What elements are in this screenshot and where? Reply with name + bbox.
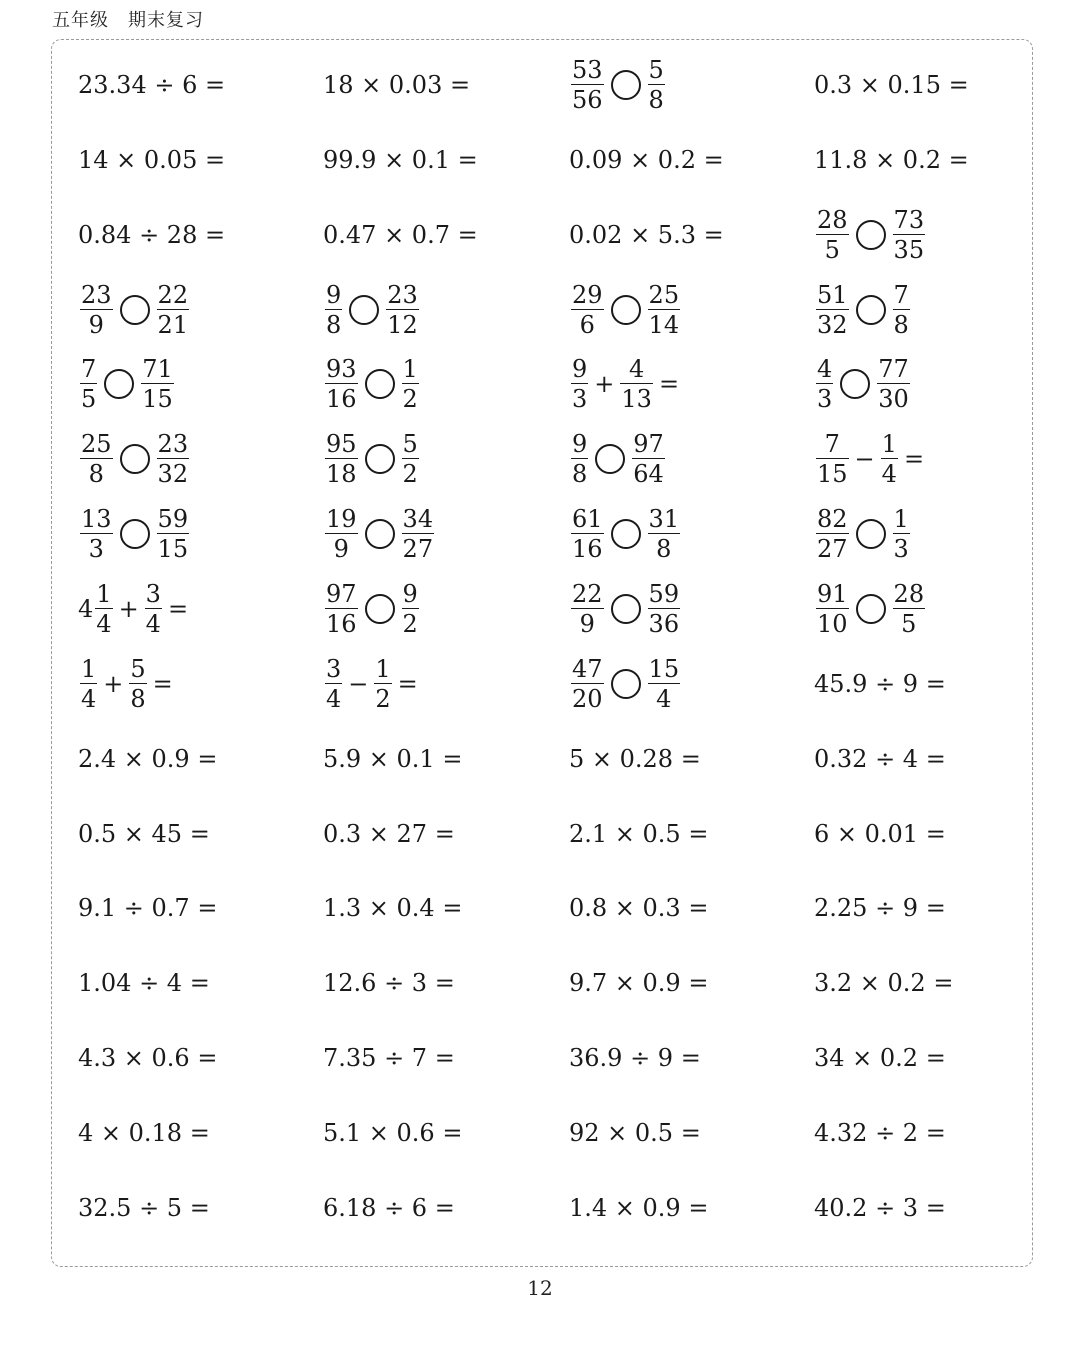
problem-cell xyxy=(569,198,724,272)
problem-expression: 12.6 ÷ 3 = xyxy=(323,969,455,998)
numerator: 23 xyxy=(387,280,418,309)
comparison-circle xyxy=(856,220,886,250)
fraction xyxy=(571,355,588,414)
denominator: 35 xyxy=(893,235,925,264)
fraction xyxy=(325,280,342,339)
denominator: 30 xyxy=(878,385,909,414)
fraction xyxy=(402,430,419,489)
fraction xyxy=(571,430,588,489)
problem-cell xyxy=(569,123,724,197)
numerator: 1 xyxy=(881,430,897,459)
problem-cell xyxy=(78,572,192,646)
denominator: 4 xyxy=(145,609,161,638)
denominator: 8 xyxy=(893,310,909,339)
problem-cell xyxy=(78,273,191,347)
problem-cell xyxy=(323,1096,462,1170)
problem-cell xyxy=(78,722,217,796)
fraction xyxy=(80,280,113,339)
denominator: 2 xyxy=(402,385,418,414)
comparison-circle xyxy=(856,594,886,624)
problem-cell xyxy=(323,422,421,496)
denominator: 5 xyxy=(901,609,917,638)
problem-cell xyxy=(814,273,912,347)
problem-expression: 18 × 0.03 = xyxy=(323,71,471,99)
fraction xyxy=(877,355,910,414)
fraction xyxy=(571,505,604,564)
numerator: 22 xyxy=(157,280,189,309)
problem-cell xyxy=(323,123,478,197)
fraction xyxy=(157,505,190,564)
fraction xyxy=(141,355,174,414)
problem-cell xyxy=(78,198,225,272)
fraction xyxy=(893,205,926,264)
problem-expression: 11.8 × 0.2 = xyxy=(814,145,969,174)
problem-cell xyxy=(814,123,969,197)
problem-expression: 9.7 × 0.9 = xyxy=(569,969,709,998)
problem-cell xyxy=(814,422,928,496)
problem-cell xyxy=(569,572,682,646)
operator: − xyxy=(348,669,369,698)
numerator: 13 xyxy=(81,505,112,534)
problem-expression: 32.5 ÷ 5 = xyxy=(78,1193,210,1222)
numerator: 9 xyxy=(402,579,418,608)
fraction xyxy=(325,430,358,489)
comparison-circle xyxy=(120,519,150,549)
numerator: 97 xyxy=(326,579,357,608)
problem-cell xyxy=(814,1096,946,1170)
fraction xyxy=(648,579,681,638)
numerator: 47 xyxy=(572,654,603,683)
numerator: 23 xyxy=(81,280,112,309)
comparison-circle xyxy=(611,594,641,624)
problem-cell xyxy=(78,422,191,496)
fraction xyxy=(402,579,419,638)
numerator: 51 xyxy=(817,280,848,309)
denominator: 8 xyxy=(648,86,664,114)
numerator: 71 xyxy=(142,355,173,384)
fraction xyxy=(325,654,342,713)
equals-sign: = xyxy=(152,669,173,698)
denominator: 8 xyxy=(572,460,588,489)
whole-number: 4 xyxy=(78,594,94,623)
numerator: 61 xyxy=(572,505,603,534)
operator: + xyxy=(118,594,139,623)
problem-expression: 0.32 ÷ 4 = xyxy=(814,744,946,773)
numerator: 29 xyxy=(572,280,603,309)
comparison-circle xyxy=(365,369,395,399)
denominator: 16 xyxy=(326,385,357,414)
numerator: 25 xyxy=(648,280,680,309)
problem-expression: 6 × 0.01 = xyxy=(814,819,946,848)
problem-cell xyxy=(814,497,912,571)
fraction xyxy=(80,355,97,414)
numerator: 9 xyxy=(572,430,588,459)
fraction xyxy=(571,654,604,713)
problem-cell xyxy=(814,797,946,871)
equals-sign: = xyxy=(167,594,189,623)
problem-expression: 1.3 × 0.4 = xyxy=(323,894,463,923)
denominator: 3 xyxy=(817,385,833,414)
operator: − xyxy=(854,445,875,474)
fraction xyxy=(325,579,358,638)
fraction xyxy=(620,355,653,414)
problem-cell xyxy=(78,647,177,721)
numerator: 5 xyxy=(648,56,664,84)
fraction xyxy=(648,58,665,112)
problem-cell xyxy=(569,48,667,122)
problem-cell xyxy=(814,871,946,945)
problem-cell xyxy=(569,497,682,571)
problem-cell xyxy=(814,946,953,1020)
problem-cell xyxy=(323,48,470,122)
comparison-circle xyxy=(611,519,641,549)
denominator: 3 xyxy=(572,385,588,414)
comparison-circle xyxy=(595,444,625,474)
numerator: 9 xyxy=(572,355,588,384)
fraction xyxy=(145,579,162,638)
fraction xyxy=(816,280,849,339)
equals-sign: = xyxy=(658,370,680,399)
fraction xyxy=(648,654,681,713)
fraction xyxy=(386,280,419,339)
numerator: 4 xyxy=(817,355,833,384)
comparison-circle xyxy=(611,295,641,325)
fraction xyxy=(325,505,358,564)
comparison-circle xyxy=(365,444,395,474)
operator: + xyxy=(103,669,124,698)
problem-cell xyxy=(814,198,927,272)
problem-expression: 2.25 ÷ 9 = xyxy=(814,894,946,923)
problem-cell xyxy=(323,722,462,796)
denominator: 27 xyxy=(402,535,434,564)
denominator: 14 xyxy=(648,310,680,339)
numerator: 73 xyxy=(893,205,925,234)
problem-cell xyxy=(814,572,927,646)
denominator: 2 xyxy=(375,684,391,713)
problem-cell xyxy=(569,1096,701,1170)
numerator: 1 xyxy=(81,654,97,683)
numerator: 28 xyxy=(893,579,925,608)
denominator: 9 xyxy=(88,310,104,339)
denominator: 3 xyxy=(893,535,909,564)
equals-sign: = xyxy=(903,445,925,474)
problem-cell xyxy=(569,1021,701,1095)
comparison-circle xyxy=(349,295,379,325)
comparison-circle xyxy=(104,369,134,399)
comparison-circle xyxy=(611,70,641,100)
problem-cell xyxy=(569,871,708,945)
problem-expression: 2.1 × 0.5 = xyxy=(569,819,709,848)
problem-cell xyxy=(569,647,682,721)
denominator: 16 xyxy=(326,609,357,638)
problem-cell xyxy=(323,497,436,571)
problem-cell xyxy=(323,1021,455,1095)
problem-cell xyxy=(323,347,421,421)
fraction xyxy=(632,430,665,489)
numerator: 25 xyxy=(81,430,112,459)
fraction xyxy=(325,355,358,414)
problem-cell xyxy=(814,1171,946,1245)
numerator: 5 xyxy=(402,430,418,459)
problem-cell xyxy=(569,1171,708,1245)
problem-expression: 34 × 0.2 = xyxy=(814,1044,946,1073)
fraction xyxy=(402,355,419,414)
problem-cell xyxy=(78,871,217,945)
denominator: 4 xyxy=(96,609,112,638)
denominator: 16 xyxy=(572,535,603,564)
denominator: 15 xyxy=(157,535,189,564)
problem-cell xyxy=(323,647,422,721)
denominator: 2 xyxy=(402,460,418,489)
denominator: 9 xyxy=(333,535,349,564)
denominator: 4 xyxy=(81,684,97,713)
fraction xyxy=(95,579,112,638)
fraction xyxy=(571,280,604,339)
fraction xyxy=(571,579,604,638)
numerator: 4 xyxy=(629,355,645,384)
problem-cell xyxy=(323,198,478,272)
numerator: 31 xyxy=(648,505,680,534)
numerator: 28 xyxy=(817,205,848,234)
problem-expression: 2.4 × 0.9 = xyxy=(78,744,218,773)
denominator: 4 xyxy=(656,684,672,713)
fraction xyxy=(80,430,113,489)
numerator: 1 xyxy=(96,579,112,608)
problem-expression: 40.2 ÷ 3 = xyxy=(814,1193,946,1222)
fraction xyxy=(571,58,604,112)
numerator: 97 xyxy=(633,430,664,459)
problem-cell xyxy=(323,1171,455,1245)
page-number: 12 xyxy=(527,1276,553,1300)
problem-cell xyxy=(814,722,946,796)
numerator: 1 xyxy=(402,355,418,384)
problem-cell xyxy=(569,946,708,1020)
problem-expression: 0.5 × 45 = xyxy=(78,819,210,848)
numerator: 95 xyxy=(326,430,357,459)
denominator: 20 xyxy=(572,684,603,713)
problem-expression: 6.18 ÷ 6 = xyxy=(323,1193,455,1222)
fraction xyxy=(80,505,113,564)
problem-expression: 3.2 × 0.2 = xyxy=(814,969,954,998)
problem-expression: 5 × 0.28 = xyxy=(569,744,701,773)
numerator: 53 xyxy=(572,56,603,84)
problem-expression: 1.4 × 0.9 = xyxy=(569,1193,709,1222)
denominator: 9 xyxy=(579,609,595,638)
denominator: 2 xyxy=(402,609,418,638)
numerator: 15 xyxy=(648,654,680,683)
denominator: 3 xyxy=(88,535,104,564)
problem-cell xyxy=(569,347,683,421)
problem-expression: 5.1 × 0.6 = xyxy=(323,1118,463,1147)
problem-expression: 0.84 ÷ 28 = xyxy=(78,220,226,249)
fraction xyxy=(157,430,190,489)
problem-expression: 36.9 ÷ 9 = xyxy=(569,1044,701,1073)
denominator: 32 xyxy=(157,460,189,489)
fraction xyxy=(893,579,926,638)
denominator: 5 xyxy=(81,385,97,414)
numerator: 5 xyxy=(130,654,146,683)
problem-expression: 0.8 × 0.3 = xyxy=(569,894,709,923)
denominator: 56 xyxy=(572,86,603,114)
fraction xyxy=(402,505,435,564)
fraction xyxy=(816,355,833,414)
numerator: 59 xyxy=(157,505,189,534)
comparison-circle xyxy=(365,519,395,549)
numerator: 77 xyxy=(878,355,909,384)
problem-expression: 0.3 × 0.15 = xyxy=(814,71,969,99)
numerator: 3 xyxy=(326,654,342,683)
problem-expression: 92 × 0.5 = xyxy=(569,1118,701,1147)
operator: + xyxy=(594,370,615,399)
problem-expression: 45.9 ÷ 9 = xyxy=(814,669,946,698)
fraction xyxy=(80,654,97,713)
numerator: 7 xyxy=(893,280,909,309)
problem-cell xyxy=(814,647,946,721)
problem-cell xyxy=(78,797,210,871)
problem-expression: 4.32 ÷ 2 = xyxy=(814,1118,946,1147)
comparison-circle xyxy=(365,594,395,624)
problem-cell xyxy=(78,347,176,421)
comparison-circle xyxy=(611,669,641,699)
fraction xyxy=(893,280,910,339)
problem-cell xyxy=(78,1171,210,1245)
problem-expression: 14 × 0.05 = xyxy=(78,145,226,174)
problem-expression: 7.35 ÷ 7 = xyxy=(323,1044,455,1073)
denominator: 36 xyxy=(648,609,680,638)
problem-cell xyxy=(78,946,210,1020)
numerator: 9 xyxy=(326,280,342,309)
denominator: 6 xyxy=(579,310,595,339)
numerator: 91 xyxy=(817,579,848,608)
fraction xyxy=(374,654,391,713)
fraction xyxy=(648,280,681,339)
problem-cell xyxy=(814,48,969,122)
denominator: 13 xyxy=(621,385,652,414)
problem-expression: 0.02 × 5.3 = xyxy=(569,220,724,249)
denominator: 15 xyxy=(142,385,173,414)
problem-cell xyxy=(814,347,912,421)
numerator: 82 xyxy=(817,505,848,534)
denominator: 8 xyxy=(656,535,672,564)
problem-expression: 0.47 × 0.7 = xyxy=(323,220,478,249)
problem-cell xyxy=(569,722,701,796)
denominator: 64 xyxy=(633,460,664,489)
equals-sign: = xyxy=(397,669,418,698)
denominator: 8 xyxy=(326,310,342,339)
denominator: 32 xyxy=(817,310,848,339)
denominator: 18 xyxy=(326,460,357,489)
problem-expression: 5.9 × 0.1 = xyxy=(323,744,463,773)
numerator: 34 xyxy=(402,505,434,534)
fraction xyxy=(816,205,849,264)
problem-expression: 0.09 × 0.2 = xyxy=(569,145,724,174)
problem-cell xyxy=(569,797,708,871)
problem-expression: 0.3 × 27 = xyxy=(323,819,455,848)
worksheet-header: 五年级 期末复习 xyxy=(52,10,204,31)
fraction xyxy=(816,579,849,638)
denominator: 4 xyxy=(326,684,342,713)
numerator: 22 xyxy=(572,579,603,608)
fraction xyxy=(816,430,849,489)
fraction xyxy=(129,654,146,713)
numerator: 23 xyxy=(157,430,189,459)
problem-expression: 1.04 ÷ 4 = xyxy=(78,969,210,998)
numerator: 1 xyxy=(375,654,391,683)
problem-cell xyxy=(78,1021,217,1095)
denominator: 12 xyxy=(387,310,418,339)
denominator: 27 xyxy=(817,535,848,564)
denominator: 4 xyxy=(881,460,897,489)
problem-expression: 4.3 × 0.6 = xyxy=(78,1044,218,1073)
problem-cell xyxy=(814,1021,946,1095)
numerator: 93 xyxy=(326,355,357,384)
problem-cell xyxy=(78,1096,210,1170)
numerator: 7 xyxy=(81,355,97,384)
problem-cell xyxy=(323,797,455,871)
problem-cell xyxy=(78,123,225,197)
problem-cell xyxy=(78,497,191,571)
problem-cell xyxy=(569,422,667,496)
denominator: 15 xyxy=(817,460,848,489)
comparison-circle xyxy=(840,369,870,399)
fraction xyxy=(881,430,898,489)
numerator: 1 xyxy=(893,505,909,534)
problem-expression: 9.1 ÷ 0.7 = xyxy=(78,894,218,923)
comparison-circle xyxy=(120,444,150,474)
denominator: 8 xyxy=(88,460,104,489)
problem-expression: 23.34 ÷ 6 = xyxy=(78,71,226,99)
numerator: 19 xyxy=(326,505,357,534)
numerator: 7 xyxy=(824,430,840,459)
problem-expression: 4 × 0.18 = xyxy=(78,1118,210,1147)
denominator: 10 xyxy=(817,609,848,638)
problem-cell xyxy=(323,273,421,347)
denominator: 8 xyxy=(130,684,146,713)
comparison-circle xyxy=(856,519,886,549)
fraction xyxy=(648,505,681,564)
problem-cell xyxy=(323,871,462,945)
problem-cell xyxy=(323,572,421,646)
comparison-circle xyxy=(120,295,150,325)
numerator: 3 xyxy=(145,579,161,608)
problem-cell xyxy=(569,273,682,347)
comparison-circle xyxy=(856,295,886,325)
denominator: 21 xyxy=(157,310,189,339)
problem-cell xyxy=(323,946,455,1020)
fraction xyxy=(816,505,849,564)
problem-cell xyxy=(78,48,225,122)
denominator: 5 xyxy=(824,235,840,264)
problem-expression: 99.9 × 0.1 = xyxy=(323,145,478,174)
numerator: 59 xyxy=(648,579,680,608)
fraction xyxy=(893,505,910,564)
fraction xyxy=(157,280,190,339)
